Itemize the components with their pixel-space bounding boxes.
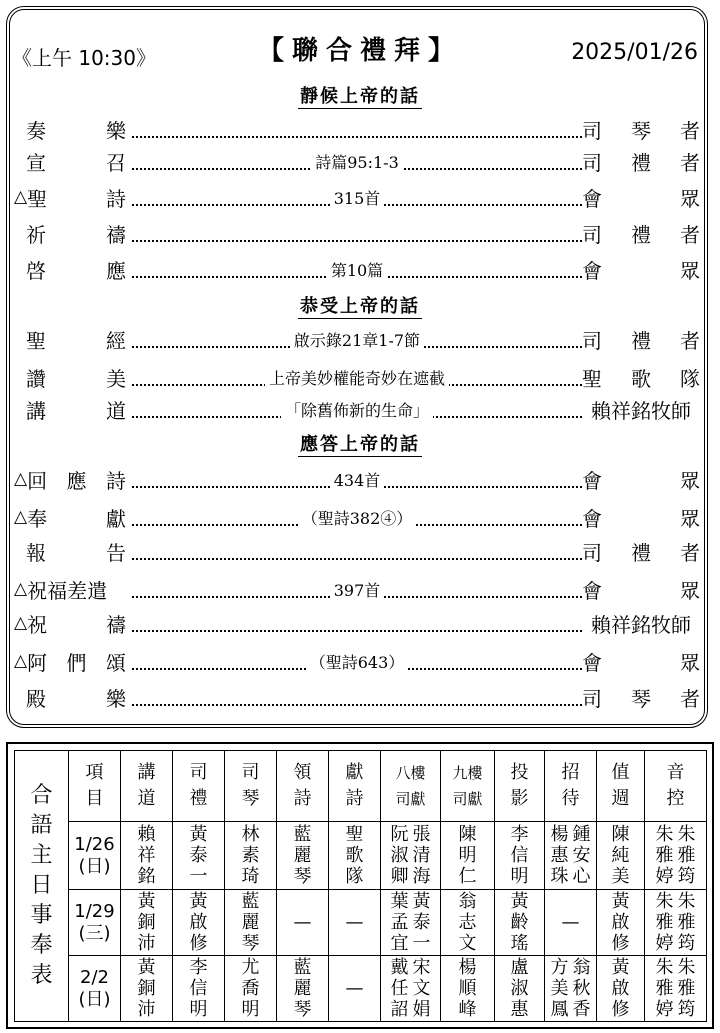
roster-column-header [597, 751, 645, 822]
roster-person: 聖歌隊 [345, 824, 364, 887]
service-item-label-char: 獻 [106, 506, 126, 531]
roster-row [15, 956, 707, 1022]
roster-cell [329, 822, 381, 890]
roster-cell [173, 822, 225, 890]
service-item-label [14, 394, 126, 424]
roster-header-row [15, 751, 707, 822]
roster-cell [225, 956, 277, 1022]
service-item-detail-text: 上帝美妙權能奇妙在遮截 [265, 366, 449, 389]
roster-cell [121, 890, 173, 956]
roster-cell [441, 822, 495, 890]
roster-cell [225, 890, 277, 956]
roster-date-cell [69, 822, 121, 890]
service-item-label [14, 682, 126, 712]
service-item-detail-text: （聖詩643） [306, 650, 409, 673]
service-item [14, 182, 700, 212]
roster-person: 黃啟修 [611, 957, 630, 1020]
service-item-leader-part: 眾 [680, 650, 700, 675]
service-item-leader [582, 394, 700, 424]
roster-column-header [121, 751, 173, 822]
service-item-leader [582, 502, 700, 532]
roster-person-pair [655, 824, 697, 887]
service-item-leader-part: 者 [680, 150, 700, 175]
service-item-label-char: 告 [106, 540, 126, 565]
service-item [14, 608, 700, 638]
roster-person: 藍麗琴 [241, 891, 260, 954]
roster-empty-mark: — [293, 912, 312, 933]
roster-person: 黃銅沛 [137, 957, 156, 1020]
service-item-detail-text: 「除舊佈新的生命」 [281, 398, 433, 421]
roster-person: 李信明 [189, 957, 208, 1020]
roster-date: 1/26 [74, 833, 115, 855]
service-item [14, 324, 700, 354]
service-item-label-char: 聖 [26, 328, 46, 353]
service-item-label-char: 祝 [27, 612, 48, 637]
service-item-label-char: 美 [106, 366, 126, 391]
service-item-label-char: 回 [27, 468, 48, 493]
roster-column-header-text: 獻詩 [345, 762, 364, 809]
service-item-label [14, 146, 126, 176]
roster-date: 1/29 [74, 900, 115, 922]
roster-person: 鍾安心 [572, 824, 591, 887]
service-item-detail [132, 394, 582, 424]
roster-person: 李信明 [510, 824, 529, 887]
service-item [14, 254, 700, 284]
roster-column-header-text: 招待 [561, 762, 580, 809]
roster-person: 朱雅筠 [677, 957, 696, 1020]
service-item-detail-text: 315首 [330, 186, 385, 209]
service-item-leader-part: 隊 [680, 366, 700, 391]
service-time: 《上午 10:30》 [12, 46, 156, 70]
roster-person: 黃銅沛 [137, 891, 156, 954]
roster-column-header-text: 講道 [137, 762, 156, 809]
service-item-label [14, 646, 126, 676]
service-item-leader-part: 琴 [631, 118, 651, 143]
roster-person: 藍麗琴 [293, 957, 312, 1020]
service-item-leader [582, 182, 700, 212]
roster-column-header-text: 音控 [666, 762, 685, 809]
roster-person: 林素琦 [241, 824, 260, 887]
duty-roster [6, 742, 714, 1029]
section-header [0, 292, 720, 318]
service-item-leader-part: 司 [582, 222, 602, 247]
roster-column-header [329, 751, 381, 822]
service-item [14, 362, 700, 392]
section-header-text: 應答上帝的話 [300, 434, 420, 455]
leader-dots [132, 690, 582, 706]
roster-person: 尤喬明 [241, 957, 260, 1020]
service-item-label-char: 應 [66, 468, 87, 493]
roster-title-cell [15, 751, 69, 1022]
roster-person: 黃啟修 [611, 891, 630, 954]
roster-cell [495, 890, 545, 956]
service-item [14, 574, 700, 604]
roster-cell [597, 822, 645, 890]
standing-mark: △ [14, 579, 28, 599]
service-item-label-char: 殿 [26, 686, 46, 711]
roster-person: 朱雅婷 [655, 957, 674, 1020]
roster-person: 黃齡瑤 [510, 891, 529, 954]
roster-person: 阮淑卿 [390, 824, 409, 887]
service-item-label [14, 182, 126, 212]
roster-person: 宋文娟 [412, 957, 431, 1020]
service-item-leader [582, 146, 700, 176]
roster-person-pair [550, 957, 592, 1020]
service-item [14, 646, 700, 676]
roster-column-header [277, 751, 329, 822]
service-item-label [14, 536, 126, 566]
roster-person: 朱雅筠 [677, 824, 696, 887]
service-item-label-char: 們 [66, 650, 87, 675]
service-item-label [14, 502, 126, 532]
service-item-leader-part: 司 [582, 328, 602, 353]
standing-mark: △ [14, 613, 28, 633]
service-item-leader-part: 琴 [631, 686, 651, 711]
roster-empty-mark: — [345, 912, 364, 933]
service-item-leader-part: 司 [582, 540, 602, 565]
section-header [0, 430, 720, 456]
service-item-label-char: 召 [106, 150, 126, 175]
service-item-leader-part: 眾 [680, 468, 700, 493]
roster-person: 黃啟修 [189, 891, 208, 954]
service-item-detail-text: 詩篇95:1-3 [311, 150, 403, 173]
roster-cell [545, 822, 597, 890]
service-item-leader-part: 聖 [582, 366, 602, 391]
service-item-detail-text: （聖詩382④） [298, 506, 417, 529]
service-item-label-char: 宣 [26, 150, 46, 175]
service-item-leader-part: 司 [582, 686, 602, 711]
service-item [14, 682, 700, 712]
roster-person: 翁秋香 [572, 957, 591, 1020]
service-item-label-char: 頌 [105, 650, 126, 675]
service-item-leader-part: 眾 [680, 578, 700, 603]
service-item-label [14, 574, 126, 604]
service-item-label-char: 報 [26, 540, 46, 565]
roster-cell [645, 956, 707, 1022]
service-item-leader-part: 眾 [680, 258, 700, 283]
service-item-label-char: 經 [106, 328, 126, 353]
roster-person: 翁志文 [458, 891, 477, 954]
service-item-leader-part: 司 [582, 150, 602, 175]
service-date: 2025/01/26 [571, 40, 698, 65]
roster-cell [173, 890, 225, 956]
roster-column-header [645, 751, 707, 822]
service-item-leader [582, 608, 700, 638]
roster-cell [381, 956, 441, 1022]
roster-cell [381, 822, 441, 890]
roster-column-header-text: 司琴 [241, 762, 260, 809]
service-item-detail [132, 574, 582, 604]
roster-row [15, 890, 707, 956]
roster-cell [597, 890, 645, 956]
service-item-leader-part: 會 [582, 506, 602, 531]
roster-column-header-text: 司禮 [189, 762, 208, 809]
service-item-leader-part: 禮 [631, 540, 651, 565]
roster-person-pair [655, 957, 697, 1020]
roster-weekday: (日) [78, 988, 111, 1010]
roster-cell [597, 956, 645, 1022]
standing-mark: △ [14, 469, 28, 489]
roster-row [15, 822, 707, 890]
service-item-detail-text: 434首 [330, 468, 385, 491]
service-item [14, 464, 700, 494]
service-item-label [14, 362, 126, 392]
roster-cell [329, 890, 381, 956]
service-item-detail-text: 第10篇 [327, 258, 387, 281]
roster-cell [329, 956, 381, 1022]
roster-person-pair [390, 891, 432, 954]
service-item-label-char: 樂 [106, 686, 126, 711]
service-item [14, 114, 700, 144]
roster-title: 合語主日事奉表 [30, 783, 53, 988]
roster-date-cell [69, 956, 121, 1022]
standing-mark: △ [14, 187, 28, 207]
roster-column-header [441, 751, 495, 822]
service-item-leader-part: 者 [680, 686, 700, 711]
service-item-leader-part: 會 [582, 650, 602, 675]
page-title: 【聯合禮拜】 [257, 36, 462, 66]
service-item [14, 394, 700, 424]
service-item-leader-part: 禮 [631, 150, 651, 175]
service-item-label-char: 祈 [26, 222, 46, 247]
service-item-leader-part: 會 [582, 186, 602, 211]
roster-empty-mark: — [345, 978, 364, 999]
leader-dots [132, 122, 582, 138]
service-item-label-char: 啓 [26, 258, 46, 283]
service-item-label-char: 禱 [106, 222, 126, 247]
service-item-label [14, 114, 126, 144]
roster-date-cell [69, 890, 121, 956]
roster-cell [545, 956, 597, 1022]
service-item-label-char: 聖 [27, 186, 48, 211]
service-item-label-char: 讚 [26, 366, 46, 391]
roster-cell [495, 822, 545, 890]
service-item-label-char: 禱 [106, 612, 126, 637]
service-item-label-char: 樂 [106, 118, 126, 143]
service-item-label-char: 奉 [27, 506, 48, 531]
service-item-leader-part: 會 [582, 578, 602, 603]
service-item-leader-part: 眾 [680, 506, 700, 531]
roster-weekday: (三) [78, 922, 111, 944]
service-item-label-char: 詩 [105, 468, 126, 493]
service-item-detail [132, 254, 582, 284]
roster-cell [173, 956, 225, 1022]
service-item-leader [582, 574, 700, 604]
roster-person: 黃泰一 [189, 824, 208, 887]
service-item-leader-part: 歌 [631, 366, 651, 391]
roster-column-header [69, 751, 121, 822]
service-item-label-char: 詩 [106, 186, 126, 211]
service-item-label-char: 阿 [27, 650, 48, 675]
duty-roster-table [14, 750, 707, 1022]
roster-column-header [381, 751, 441, 822]
roster-cell [121, 956, 173, 1022]
service-item-label-char: 祝福差遣 [27, 578, 108, 603]
roster-cell [277, 890, 329, 956]
roster-cell [645, 890, 707, 956]
leader-dots [132, 544, 582, 560]
service-item-leader [582, 646, 700, 676]
service-item [14, 146, 700, 176]
roster-person: 戴任詔 [390, 957, 409, 1020]
roster-person: 陳明仁 [458, 824, 477, 887]
roster-cell [381, 890, 441, 956]
service-item-detail [132, 646, 582, 676]
service-item-leader [582, 114, 700, 144]
roster-column-header [225, 751, 277, 822]
roster-person: 張清海 [412, 824, 431, 887]
service-item-detail [132, 502, 582, 532]
service-item-label [14, 608, 126, 638]
service-item-label-char: 講 [26, 398, 46, 423]
service-item-label-char: 道 [106, 398, 126, 423]
roster-cell [645, 822, 707, 890]
service-item-leader [582, 324, 700, 354]
roster-person: 黃泰一 [412, 891, 431, 954]
service-item-label-char: 應 [106, 258, 126, 283]
roster-column-header-text: 八樓司獻 [395, 764, 426, 808]
roster-column-header-text: 九樓司獻 [452, 764, 483, 808]
service-item-leader [582, 362, 700, 392]
roster-person-pair [655, 891, 697, 954]
roster-person-pair [390, 957, 432, 1020]
roster-cell [495, 956, 545, 1022]
roster-cell [441, 956, 495, 1022]
roster-column-header-text: 項目 [85, 762, 104, 809]
service-item-leader [582, 254, 700, 284]
roster-person-pair [390, 824, 432, 887]
roster-person: 陳純美 [611, 824, 630, 887]
roster-cell [225, 822, 277, 890]
roster-person: 楊順峰 [458, 957, 477, 1020]
service-item-detail [132, 464, 582, 494]
service-item-leader-part: 會 [582, 468, 602, 493]
service-item-leader [582, 682, 700, 712]
leader-dots [132, 226, 582, 242]
service-item-leader [582, 464, 700, 494]
service-item-leader-part: 賴祥銘牧師 [591, 612, 691, 637]
roster-person-pair [550, 824, 592, 887]
service-item [14, 502, 700, 532]
service-item-detail [132, 362, 582, 392]
roster-column-header-text: 領詩 [293, 762, 312, 809]
service-item-leader-part: 者 [680, 328, 700, 353]
service-item-label [14, 464, 126, 494]
service-item-label [14, 218, 126, 248]
service-item-detail [132, 182, 582, 212]
roster-person: 朱雅婷 [655, 891, 674, 954]
service-item-label [14, 254, 126, 284]
roster-empty-mark: — [561, 912, 580, 933]
service-item-leader [582, 218, 700, 248]
service-item-detail-text: 397首 [330, 578, 385, 601]
roster-cell [545, 890, 597, 956]
roster-column-header-text: 值週 [611, 762, 630, 809]
service-item-detail-text: 啟示錄21章1-7節 [290, 328, 424, 351]
roster-cell [277, 822, 329, 890]
service-item [14, 536, 700, 566]
service-item-leader-part: 者 [680, 540, 700, 565]
roster-column-header [545, 751, 597, 822]
roster-column-header [173, 751, 225, 822]
roster-cell [277, 956, 329, 1022]
roster-person: 葉孟宜 [390, 891, 409, 954]
standing-mark: △ [14, 651, 28, 671]
service-item-label [14, 324, 126, 354]
standing-mark: △ [14, 507, 28, 527]
roster-person: 賴祥銘 [137, 824, 156, 887]
service-item-detail [132, 146, 582, 176]
roster-cell [121, 822, 173, 890]
service-item-leader-part: 禮 [631, 328, 651, 353]
service-item-leader [582, 536, 700, 566]
service-item-leader-part: 者 [680, 118, 700, 143]
service-item-leader-part: 禮 [631, 222, 651, 247]
service-item-leader-part: 會 [582, 258, 602, 283]
service-item-label-char: 奏 [26, 118, 46, 143]
service-item-leader-part: 眾 [680, 186, 700, 211]
service-item-leader-part: 賴祥銘牧師 [591, 398, 691, 423]
roster-weekday: (日) [78, 855, 111, 877]
section-header-text: 靜候上帝的話 [300, 86, 420, 107]
roster-person: 方美鳳 [550, 957, 569, 1020]
service-item-leader-part: 者 [680, 222, 700, 247]
roster-person: 藍麗琴 [293, 824, 312, 887]
service-item-detail [132, 324, 582, 354]
roster-date: 2/2 [80, 966, 109, 988]
roster-column-header-text: 投影 [510, 762, 529, 809]
roster-person: 盧淑惠 [510, 957, 529, 1020]
leader-dots [132, 616, 582, 632]
roster-cell [441, 890, 495, 956]
roster-person: 朱雅婷 [655, 824, 674, 887]
service-item [14, 218, 700, 248]
section-header-text: 恭受上帝的話 [300, 296, 420, 317]
roster-column-header [495, 751, 545, 822]
roster-person: 楊惠珠 [550, 824, 569, 887]
service-item-leader-part: 司 [582, 118, 602, 143]
roster-person: 朱雅筠 [677, 891, 696, 954]
section-header [0, 82, 720, 108]
